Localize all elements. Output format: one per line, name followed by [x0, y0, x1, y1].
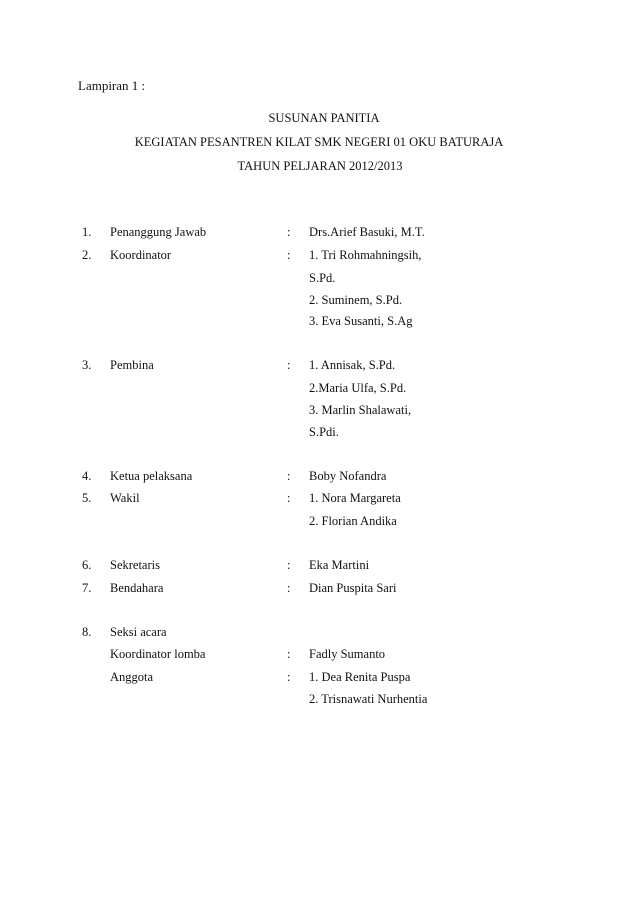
committee-row	[0, 292, 638, 312]
member-name: 1. Annisak, S.Pd.	[309, 358, 396, 372]
committee-row	[0, 468, 638, 488]
member-name: 3. Eva Susanti, S.Ag	[309, 314, 413, 328]
member-name: Fadly Sumanto	[309, 647, 386, 661]
member-name: 1. Dea Renita Puspa	[309, 670, 411, 684]
committee-row	[0, 490, 638, 510]
committee-row	[0, 691, 638, 711]
separator-colon: :	[287, 469, 291, 483]
attachment-label: Lampiran 1 :	[78, 78, 146, 93]
committee-row	[0, 380, 638, 400]
document-subtitle: KEGIATAN PESANTREN KILAT SMK NEGERI 01 OKU BATURAJA	[134, 135, 504, 149]
academic-year: TAHUN PELJARAN 2012/2013	[237, 159, 403, 173]
member-name: 2. Suminem, S.Pd.	[309, 293, 403, 307]
role-label: Pembina	[110, 358, 154, 372]
member-name: 1. Tri Rohmahningsih,	[309, 248, 422, 262]
separator-colon: :	[287, 225, 291, 239]
committee-row	[0, 669, 638, 689]
separator-colon: :	[287, 248, 291, 262]
role-label: Koordinator lomba	[110, 647, 206, 661]
separator-colon: :	[287, 558, 291, 572]
role-label: Bendahara	[110, 581, 164, 595]
separator-colon: :	[287, 358, 291, 372]
row-number: 5.	[82, 491, 92, 505]
separator-colon: :	[287, 647, 291, 661]
committee-row	[0, 646, 638, 666]
member-name: Boby Nofandra	[309, 469, 387, 483]
member-name: 2. Florian Andika	[309, 514, 397, 528]
committee-row	[0, 580, 638, 600]
member-name: Dian Puspita Sari	[309, 581, 397, 595]
role-label: Seksi acara	[110, 625, 167, 639]
row-number: 3.	[82, 358, 92, 372]
row-number: 1.	[82, 225, 92, 239]
role-label: Ketua pelaksana	[110, 469, 193, 483]
committee-row	[0, 270, 638, 290]
committee-row	[0, 313, 638, 333]
member-name: 2. Trisnawati Nurhentia	[309, 692, 428, 706]
role-label: Koordinator	[110, 248, 172, 262]
row-number: 4.	[82, 469, 92, 483]
member-name: S.Pd.	[309, 271, 336, 285]
committee-row	[0, 247, 638, 267]
committee-row	[0, 624, 638, 644]
role-label: Penanggung Jawab	[110, 225, 207, 239]
member-name: Drs.Arief Basuki, M.T.	[309, 225, 425, 239]
committee-row	[0, 424, 638, 444]
row-number: 7.	[82, 581, 92, 595]
committee-row	[0, 402, 638, 422]
committee-row	[0, 557, 638, 577]
row-number: 2.	[82, 248, 92, 262]
separator-colon: :	[287, 491, 291, 505]
role-label: Sekretaris	[110, 558, 160, 572]
member-name: 1. Nora Margareta	[309, 491, 401, 505]
separator-colon: :	[287, 670, 291, 684]
document-title: SUSUNAN PANITIA	[268, 111, 380, 125]
member-name: 3. Marlin Shalawati,	[309, 403, 412, 417]
committee-row	[0, 224, 638, 244]
committee-row	[0, 357, 638, 377]
committee-row	[0, 513, 638, 533]
separator-colon: :	[287, 581, 291, 595]
member-name: S.Pdi.	[309, 425, 339, 439]
row-number: 6.	[82, 558, 92, 572]
row-number: 8.	[82, 625, 92, 639]
member-name: 2.Maria Ulfa, S.Pd.	[309, 381, 407, 395]
member-name: Eka Martini	[309, 558, 370, 572]
role-label: Wakil	[110, 491, 140, 505]
role-label: Anggota	[110, 670, 154, 684]
